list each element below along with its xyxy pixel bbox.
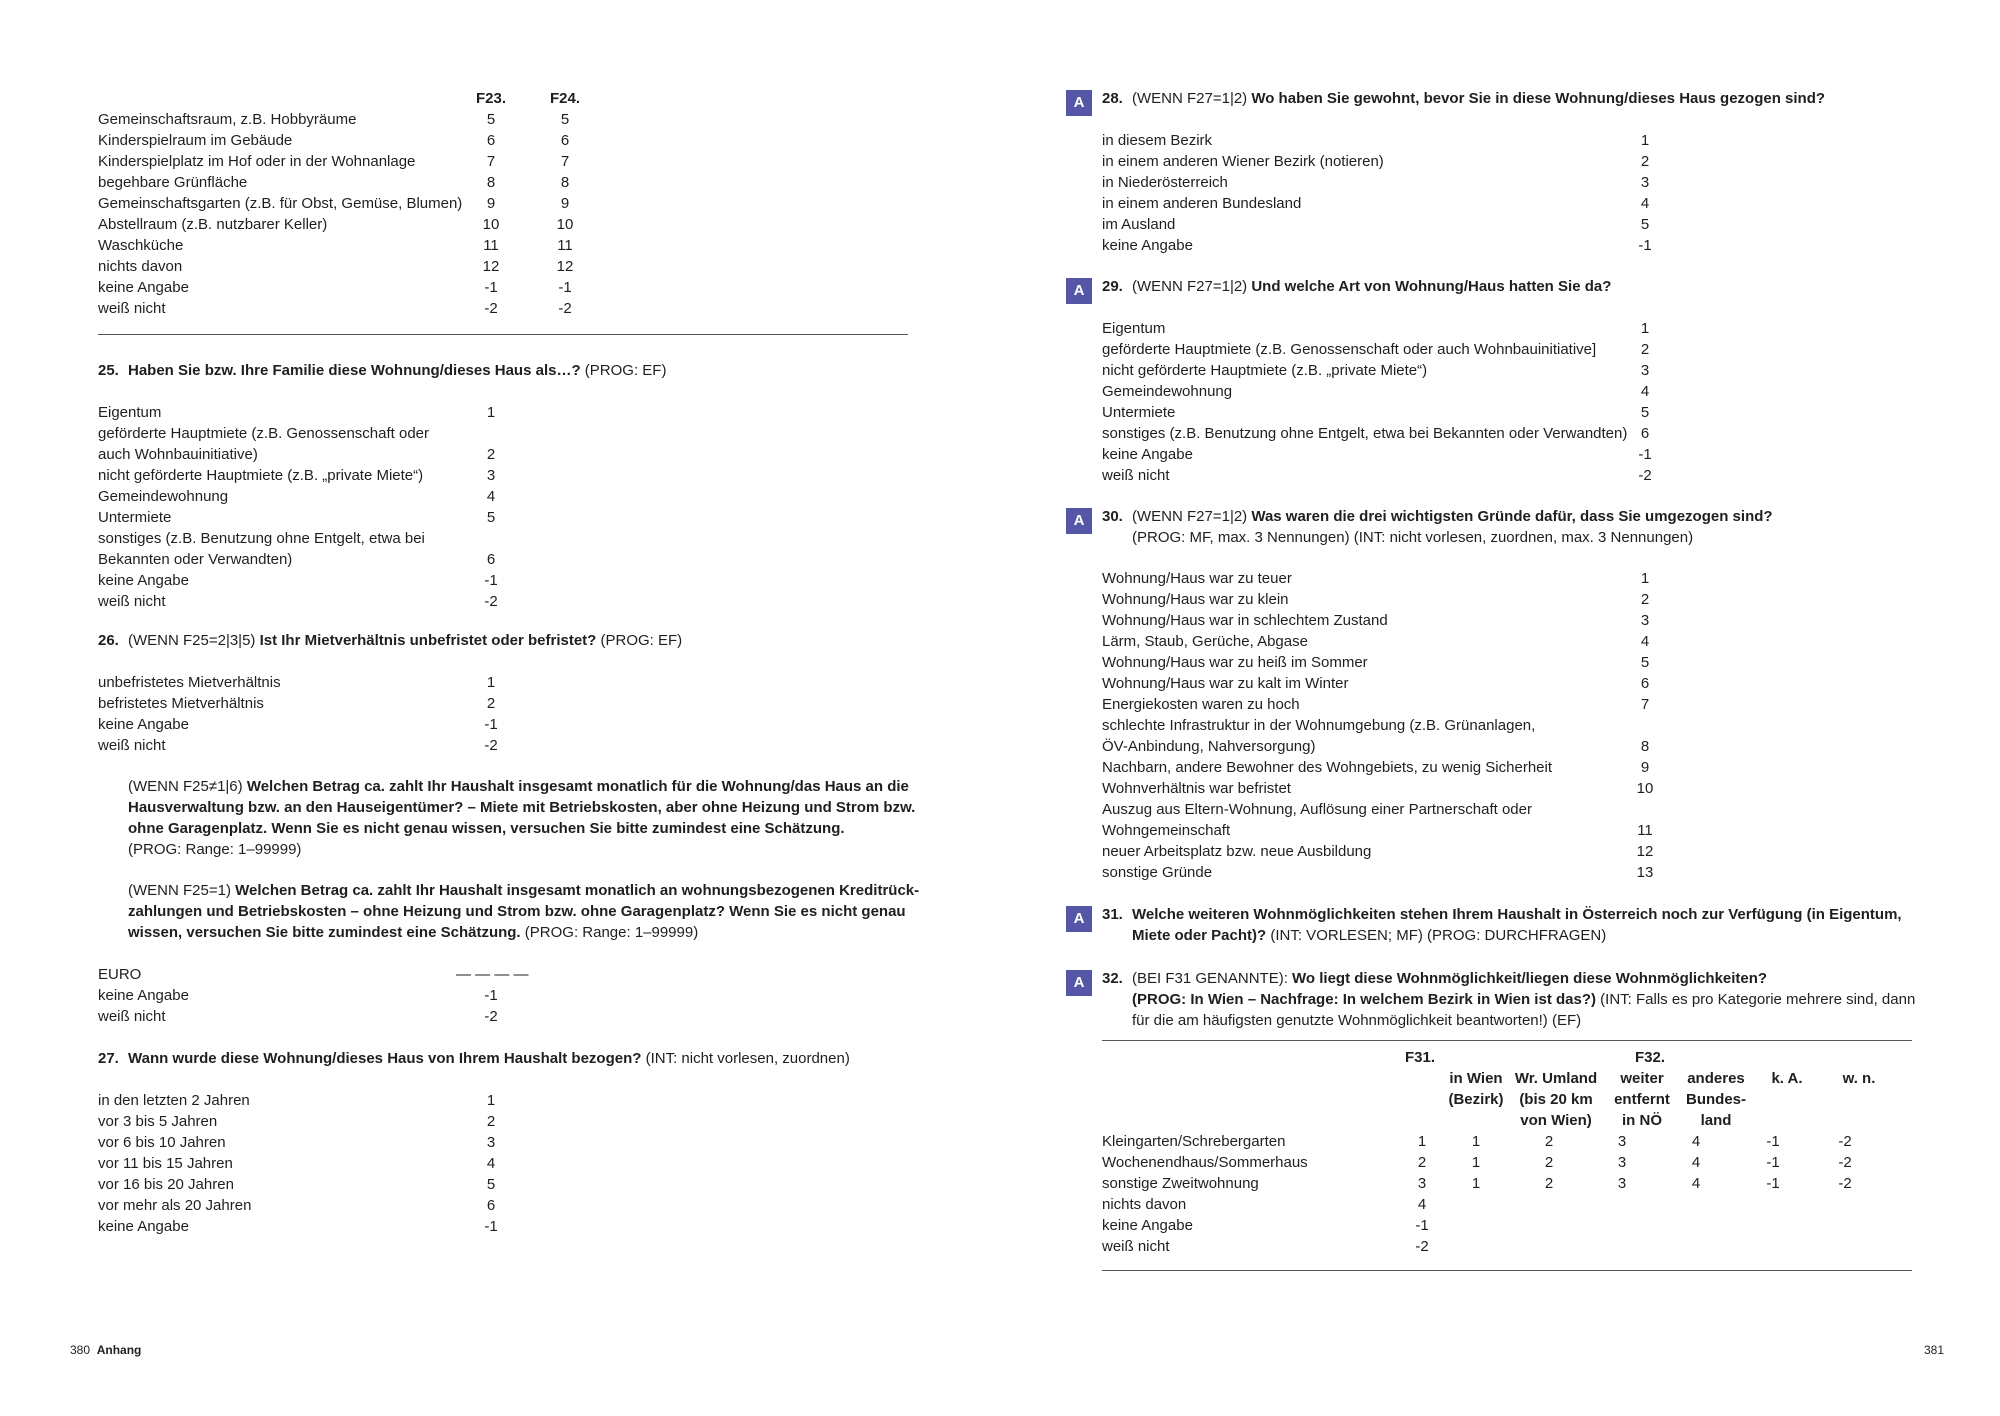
list-item: Wohnung/Haus war zu kalt im Winter 6 xyxy=(1102,675,1650,692)
list-item: begehbare Grünfläche 8 8 xyxy=(98,174,570,191)
page-number: 380 xyxy=(70,1343,91,1357)
list-item: vor 3 bis 5 Jahren 2 xyxy=(98,1113,496,1130)
table-bottom-rule xyxy=(1102,1270,1912,1271)
list-item: Lärm, Staub, Gerüche, Abgase 4 xyxy=(1102,633,1650,650)
list-item: Waschküche 11 11 xyxy=(98,237,573,254)
list-item: keine Angabe -1 xyxy=(98,716,498,733)
col-f24: F24. xyxy=(550,90,581,107)
list-item: weiß nicht -2 xyxy=(98,593,498,610)
table-row: sonstige Zweitwohnung 3 1 2 3 4 -1 -2 xyxy=(1102,1175,1852,1192)
list-item: Wohnung/Haus war zu heiß im Sommer 5 xyxy=(1102,654,1650,671)
list-item: Untermiete 5 xyxy=(1102,404,1650,421)
badge-a: A xyxy=(1066,278,1092,304)
list-item: Gemeinschaftsraum, z.B. Hobbyräume 5 5 xyxy=(98,111,570,128)
list-item: befristetes Mietverhältnis 2 xyxy=(98,695,496,712)
list-item: im Ausland 5 xyxy=(1102,216,1650,233)
question-32: 32. (BEI F31 GENANNTE): Wo liegt diese Wohnmöglichkeit/liegen diese Wohnmöglichkeiten? (PROG: In Wien – Nachfrage: In welchem Bezirk in Wien ist das?) (INT: Falls es pro Kategorie mehrere sind, dann für die am häufigsten genutzte Wohnmöglichkeit beantworten!) (EF) xyxy=(1102,970,1916,1029)
list-item: Wohnverhältnis war befristet 10 xyxy=(1102,780,1654,797)
right-page: A 28. (WENN F27=1|2) Wo haben Sie gewohnt, bevor Sie in diese Wohnung/dieses Haus gezogen sind? in diesem Bezirk 1 in einem anderen Wiener Bezirk (notieren) 2 in Niederösterreich 3 in einem anderen Bundesland 4 im Ausland 5 keine Angabe -1 A 29. (WENN F27=1|2) Und welche Art von Wohnung/Haus hatten Sie da? Eigentum 1 geförderte Hauptmiete (z.B. Genossenschaft oder auch Wohnbauinitiative] 2 nicht geförderte Hauptmiete (z.B. „private Miete“) 3 Gemeindewohnung 4 Untermiete 5 sonstiges (z.B. Benutzung ohne Entgelt, etwa bei Bekannten oder Verwandten) 6 keine Angabe -1 weiß nicht -2 A 30. (WENN F27=1|2) Was waren die drei wichtigsten Gründe dafür, dass Sie umgezogen sind? (PROG: MF, max. 3 Nennungen) (INT: nicht vorlesen, zuordnen, max. 3 Nennungen) Wohnung/Haus war zu teuer 1 Wohnung/Haus war zu klein 2 Wohnung/Haus war in schlechtem Zustand 3 Lärm, Staub, Gerüche, Abgase 4 Wohnung/Haus war zu heiß im Sommer 5 Wohnung/Haus war zu kalt im Winter 6 Energiekosten waren zu hoch 7 schlechte Infrastruktur in der Wohnumgebung (z.B. Grünanlagen, ÖV-Anbindung, Nahversorgung) 8 Nachbarn, andere Bewohner des Wohngebiets, zu wenig Sicherheit 9 Wohnverhältnis war befristet 10 Auszug aus Eltern-Wohnung, Auflösung einer Partnerschaft oder Wohngemeinschaft 11 neuer Arbeitsplatz bzw. neue Ausbildung 12 sonstige Gründe 13 A 31. Welche weiteren Wohnmöglichkeiten stehen Ihrem Haushalt in Österreich noch zur Verfügung (in Eigentum, Miete oder Pacht)? (INT: VORLESEN; MF) (PROG: DURCHFRAGEN) A 32. (BEI F31 GENANNTE): Wo liegt diese Wohnmöglichkeit/liegen diese Wohnmöglichkeiten? (PROG: In Wien – Nachfrage: In welchem Bezirk in Wien ist das?) (INT: Falls es pro Kategorie mehrere sind, dann für die am häufigsten genutzte Wohnmöglichkeit beantworten!) (EF) F31. F32. in Wien (Bezirk) Wr. Umland (bis 20 km von Wien) weiter entfernt in NÖ anderes Bundes- land k. A. w. n. Kleingarten/Schrebergarten 1 1 2 3 4 -1 -2 Wochenendhaus/Sommerhaus 2 1 2 3 4 -1 -2 sonstige Zweitwohnung 3 1 2 3 4 -1 -2 nichts davon 4 keine Angabe -1 weiß nicht -2 381 xyxy=(1000,0,2000,1416)
list-item: weiß nicht -2 xyxy=(1102,467,1652,484)
table-row: keine Angabe -1 xyxy=(1102,1217,1429,1234)
list-item: Wohnung/Haus war zu teuer 1 xyxy=(1102,570,1650,587)
table-row: weiß nicht -2 xyxy=(1102,1238,1429,1255)
list-item: keine Angabe -1 xyxy=(1102,237,1652,254)
list-item: Abstellraum (z.B. nutzbarer Keller) 10 10 xyxy=(98,216,574,233)
table-row: nichts davon 4 xyxy=(1102,1196,1427,1213)
q30-list xyxy=(1102,568,1662,883)
q28-list xyxy=(1102,130,1662,256)
list-item: Gemeindewohnung 4 xyxy=(98,488,496,505)
q25-list xyxy=(98,402,618,612)
table-row: Wochenendhaus/Sommerhaus 2 1 2 3 4 -1 -2 xyxy=(1102,1154,1852,1171)
list-item: Gemeindewohnung 4 xyxy=(1102,383,1650,400)
list-item: vor 16 bis 20 Jahren 5 xyxy=(98,1176,496,1193)
page-number: 381 xyxy=(1924,1343,1945,1357)
section-title: Anhang xyxy=(96,1343,142,1357)
list-item: sonstiges (z.B. Benutzung ohne Entgelt, etwa bei Bekannten oder Verwandten) 6 xyxy=(1102,425,1650,442)
list-item: nichts davon 12 12 xyxy=(98,258,574,275)
euro-list xyxy=(98,964,618,1027)
list-item: keine Angabe -1 xyxy=(98,1218,498,1235)
list-item: nicht geförderte Hauptmiete (z.B. „private Miete“) 3 xyxy=(98,467,496,484)
col-f31: F31. xyxy=(1404,1049,1435,1066)
list-item: keine Angabe -1 xyxy=(1102,446,1652,463)
badge-a: A xyxy=(1066,906,1092,932)
badge-a: A xyxy=(1066,970,1092,996)
list-item: vor mehr als 20 Jahren 6 xyxy=(98,1197,496,1214)
list-item: sonstige Gründe 13 xyxy=(1102,864,1654,881)
list-item: Untermiete 5 xyxy=(98,509,496,526)
col-wn: w. n. xyxy=(1842,1070,1876,1087)
page-footer-right xyxy=(1924,1342,1944,1358)
col-in-wien: in Wien (Bezirk) xyxy=(1448,1070,1504,1108)
list-item: schlechte Infrastruktur in der Wohnumgebung (z.B. Grünanlagen, ÖV-Anbindung, Nahversorgung) 8 xyxy=(1102,717,1650,755)
list-item: keine Angabe -1 -1 xyxy=(98,279,572,296)
col-wr-umland: Wr. Umland (bis 20 km von Wien) xyxy=(1514,1070,1598,1129)
col-anderes-bundesland: anderes Bundes- land xyxy=(1686,1070,1746,1129)
badge-a: A xyxy=(1066,508,1092,534)
list-item: geförderte Hauptmiete (z.B. Genossenschaft oder auch Wohnbauinitiative) 2 xyxy=(98,425,496,463)
list-item: weiß nicht -2 xyxy=(98,737,498,754)
left-page: F23. F24. Gemeinschaftsraum, z.B. Hobbyräume 5 5 Kinderspielraum im Gebäude 6 6 Kinderspielplatz im Hof oder in der Wohnanlage 7 7 begehbare Grünfläche 8 8 Gemeinschaftsgarten (z.B. für Obst, Gemüse, Blumen) 9 9 Abstellraum (z.B. nutzbarer Keller) 10 10 Waschküche 11 11 nichts davon 12 12 keine Angabe -1 -1 weiß nicht -2 -2 25. Haben Sie bzw. Ihre Familie diese Wohnung/dieses Haus als…? (PROG: EF) Eigentum 1 geförderte Hauptmiete (z.B. Genossenschaft oder auch Wohnbauinitiative) 2 nicht geförderte Hauptmiete (z.B. „private Miete“) 3 Gemeindewohnung 4 Untermiete 5 sonstiges (z.B. Benutzung ohne Entgelt, etwa bei Bekannten oder Verwandten) 6 keine Angabe -1 weiß nicht -2 26. (WENN F25=2|3|5) Ist Ihr Mietverhältnis unbefristet oder befristet? (PROG: EF) unbefristetes Mietverhältnis 1 befristetes Mietverhältnis 2 keine Angabe -1 weiß nicht -2 (WENN F25≠1|6) Welchen Betrag ca. zahlt Ihr Haushalt insgesamt monatlich für die Wohnung/das Haus an die Hausverwaltung bzw. an den Hauseigentümer? – Miete mit Betriebskosten, aber ohne Heizung und Strom bzw. ohne Garagenplatz. Wenn Sie es nicht genau wissen, versuchen Sie bitte zumindest eine Schätzung. (PROG: Range: 1–99999) (WENN F25=1) Welchen Betrag ca. zahlt Ihr Haushalt insgesamt monatlich an wohnungsbezogenen Kreditrück- zahlungen und Betriebskosten – ohne Heizung und Strom bzw. ohne Garagenplatz? Wenn Sie es nicht genau wissen, versuchen Sie bitte zumindest eine Schätzung. (PROG: Range: 1–99999) EURO — — — — keine Angabe -1 weiß nicht -2 27. Wann wurde diese Wohnung/dieses Haus von Ihrem Haushalt bezogen? (INT: nicht vorlesen, zuordnen) in den letzten 2 Jahren 1 vor 3 bis 5 Jahren 2 vor 6 bis 10 Jahren 3 vor 11 bis 15 Jahren 4 vor 16 bis 20 Jahren 5 vor mehr als 20 Jahren 6 keine Angabe -1 380 Anhang xyxy=(0,0,1000,1416)
list-item: Wohnung/Haus war zu klein 2 xyxy=(1102,591,1650,608)
q24-header xyxy=(98,88,618,109)
q29-list xyxy=(1102,318,1662,486)
list-item: in den letzten 2 Jahren 1 xyxy=(98,1092,496,1109)
list-item: sonstiges (z.B. Benutzung ohne Entgelt, etwa bei Bekannten oder Verwandten) 6 xyxy=(98,530,496,568)
list-item: Energiekosten waren zu hoch 7 xyxy=(1102,696,1650,713)
list-item: Auszug aus Eltern-Wohnung, Auflösung einer Partnerschaft oder Wohngemeinschaft 11 xyxy=(1102,801,1653,839)
list-item: Wohnung/Haus war in schlechtem Zustand 3 xyxy=(1102,612,1650,629)
list-item: keine Angabe -1 xyxy=(98,987,498,1004)
col-f23: F23. xyxy=(476,90,507,107)
list-item: Eigentum 1 xyxy=(98,404,496,421)
list-item: in Niederösterreich 3 xyxy=(1102,174,1650,191)
list-item: unbefristetes Mietverhältnis 1 xyxy=(98,674,496,691)
list-item: vor 6 bis 10 Jahren 3 xyxy=(98,1134,496,1151)
list-item: in einem anderen Wiener Bezirk (notieren) 2 xyxy=(1102,153,1650,170)
col-weiter-entfernt: weiter entfernt in NÖ xyxy=(1614,1070,1670,1129)
amount-question-rent: (WENN F25≠1|6) Welchen Betrag ca. zahlt Ihr Haushalt insgesamt monatlich für die Wohnung/das Haus an die Hausverwaltung bzw. an den Hauseigentümer? – Miete mit Betriebskosten, aber ohne Heizung und Strom bzw. ohne Garagenplatz. Wenn Sie es nicht genau wissen, versuchen Sie bitte zumindest eine Schätzung. (PROG: Range: 1–99999) xyxy=(128,778,916,858)
list-item: in einem anderen Bundesland 4 xyxy=(1102,195,1650,212)
q27-list xyxy=(98,1090,618,1237)
list-item: weiß nicht -2 -2 xyxy=(98,300,572,317)
page-footer-left xyxy=(70,1342,141,1358)
list-item: weiß nicht -2 xyxy=(98,1008,498,1025)
list-item: neuer Arbeitsplatz bzw. neue Ausbildung 12 xyxy=(1102,843,1654,860)
table-row: Kleingarten/Schrebergarten 1 1 2 3 4 -1 -2 xyxy=(1102,1133,1852,1150)
table-body xyxy=(1102,1131,1912,1257)
divider xyxy=(98,334,908,335)
list-item: Gemeinschaftsgarten (z.B. für Obst, Gemüse, Blumen) 9 9 xyxy=(98,195,570,212)
list-item: in diesem Bezirk 1 xyxy=(1102,132,1650,149)
list-item: Kinderspielplatz im Hof oder in der Wohnanlage 7 7 xyxy=(98,153,570,170)
euro-input-line: EURO — — — — xyxy=(98,966,529,983)
list-item: keine Angabe -1 xyxy=(98,572,498,589)
list-item: geförderte Hauptmiete (z.B. Genossenschaft oder auch Wohnbauinitiative] 2 xyxy=(1102,341,1650,358)
list-item: Nachbarn, andere Bewohner des Wohngebiets, zu wenig Sicherheit 9 xyxy=(1102,759,1650,776)
col-f32: F32. xyxy=(1634,1049,1665,1066)
table-top-rule xyxy=(1102,1040,1912,1041)
question-30: 30. (WENN F27=1|2) Was waren die drei wichtigsten Gründe dafür, dass Sie umgezogen sind? (PROG: MF, max. 3 Nennungen) (INT: nicht vorlesen, zuordnen, max. 3 Nennungen) xyxy=(1102,508,1773,546)
q24-list xyxy=(98,88,618,319)
list-item: vor 11 bis 15 Jahren 4 xyxy=(98,1155,496,1172)
question-31: 31. Welche weiteren Wohnmöglichkeiten stehen Ihrem Haushalt in Österreich noch zur Verfügung (in Eigentum, Miete oder Pacht)? (INT: VORLESEN; MF) (PROG: DURCHFRAGEN) xyxy=(1102,906,1902,944)
q26-list xyxy=(98,672,618,756)
badge-a: A xyxy=(1066,90,1092,116)
list-item: Eigentum 1 xyxy=(1102,320,1650,337)
list-item: nicht geförderte Hauptmiete (z.B. „private Miete“) 3 xyxy=(1102,362,1650,379)
col-ka: k. A. xyxy=(1771,1070,1803,1087)
amount-question-credit: (WENN F25=1) Welchen Betrag ca. zahlt Ihr Haushalt insgesamt monatlich an wohnungsbezogenen Kreditrück- zahlungen und Betriebskosten – ohne Heizung und Strom bzw. ohne Garagenplatz? Wenn Sie es nicht genau wissen, versuchen Sie bitte zumindest eine Schätzung. (PROG: Range: 1–99999) xyxy=(128,882,920,941)
list-item: Kinderspielraum im Gebäude 6 6 xyxy=(98,132,570,149)
